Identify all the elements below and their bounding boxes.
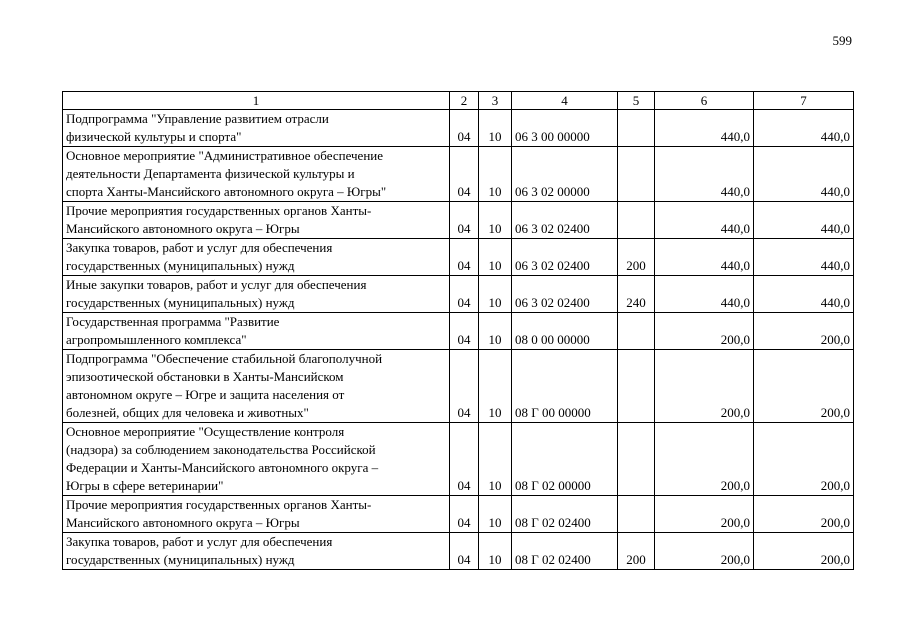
amount-cell: 200,0 — [655, 313, 754, 350]
subsection-cell: 10 — [479, 533, 512, 570]
section-cell: 04 — [450, 496, 479, 533]
col-header-1: 1 — [63, 92, 450, 110]
section-cell: 04 — [450, 350, 479, 423]
budget-table — [62, 91, 854, 570]
section-cell: 04 — [450, 202, 479, 239]
target-article-cell: 08 0 00 00000 — [512, 313, 618, 350]
col-header-5: 5 — [618, 92, 655, 110]
col-header-4: 4 — [512, 92, 618, 110]
amount-cell: 440,0 — [655, 276, 754, 313]
subsection-cell: 10 — [479, 313, 512, 350]
row-name-cell: Иные закупки товаров, работ и услуг для обеспечения государственных (муниципальных) нужд — [63, 276, 450, 313]
amount-cell: 440,0 — [754, 147, 854, 202]
amount-cell: 200,0 — [754, 313, 854, 350]
col-header-3: 3 — [479, 92, 512, 110]
section-cell: 04 — [450, 110, 479, 147]
target-article-cell: 06 3 02 02400 — [512, 239, 618, 276]
expense-type-cell — [618, 110, 655, 147]
row-name-cell: Подпрограмма "Управление развитием отрасли физической культуры и спорта" — [63, 110, 450, 147]
col-header-2: 2 — [450, 92, 479, 110]
amount-cell: 440,0 — [754, 202, 854, 239]
row-name-cell: Основное мероприятие "Осуществление контроля (надзора) за соблюдением законодательства Российской Федерации и Ханты-Мансийского автономного округа – Югры в сфере ветеринарии" — [63, 423, 450, 496]
expense-type-cell: 200 — [618, 239, 655, 276]
amount-cell: 440,0 — [655, 239, 754, 276]
subsection-cell: 10 — [479, 276, 512, 313]
amount-cell: 200,0 — [754, 533, 854, 570]
target-article-cell: 08 Г 00 00000 — [512, 350, 618, 423]
page-number: 599 — [832, 33, 852, 48]
col-header-7: 7 — [754, 92, 854, 110]
amount-cell: 440,0 — [754, 239, 854, 276]
amount-cell: 440,0 — [754, 276, 854, 313]
table-row — [63, 110, 854, 147]
amount-cell: 440,0 — [655, 147, 754, 202]
target-article-cell: 08 Г 02 00000 — [512, 423, 618, 496]
target-article-cell: 06 3 02 02400 — [512, 276, 618, 313]
amount-cell: 200,0 — [754, 496, 854, 533]
table-body — [63, 110, 854, 570]
col-header-6: 6 — [655, 92, 754, 110]
target-article-cell: 06 3 00 00000 — [512, 110, 618, 147]
amount-cell: 200,0 — [655, 496, 754, 533]
row-name-cell: Прочие мероприятия государственных органов Ханты- Мансийского автономного округа – Югры — [63, 496, 450, 533]
section-cell: 04 — [450, 147, 479, 202]
table-row — [63, 147, 854, 202]
table-row — [63, 423, 854, 496]
expense-type-cell — [618, 423, 655, 496]
subsection-cell: 10 — [479, 110, 512, 147]
header-row — [63, 92, 854, 110]
target-article-cell: 06 3 02 00000 — [512, 147, 618, 202]
amount-cell: 200,0 — [655, 533, 754, 570]
amount-cell: 440,0 — [655, 202, 754, 239]
target-article-cell: 08 Г 02 02400 — [512, 496, 618, 533]
table-row — [63, 202, 854, 239]
row-name-cell: Закупка товаров, работ и услуг для обеспечения государственных (муниципальных) нужд — [63, 239, 450, 276]
target-article-cell: 06 3 02 02400 — [512, 202, 618, 239]
expense-type-cell: 240 — [618, 276, 655, 313]
amount-cell: 440,0 — [655, 110, 754, 147]
target-article-cell: 08 Г 02 02400 — [512, 533, 618, 570]
amount-cell: 200,0 — [754, 350, 854, 423]
table-row — [63, 350, 854, 423]
table-row — [63, 239, 854, 276]
amount-cell: 200,0 — [754, 423, 854, 496]
expense-type-cell — [618, 147, 655, 202]
row-name-cell: Прочие мероприятия государственных органов Ханты- Мансийского автономного округа – Югры — [63, 202, 450, 239]
expense-type-cell — [618, 496, 655, 533]
row-name-cell: Закупка товаров, работ и услуг для обеспечения государственных (муниципальных) нужд — [63, 533, 450, 570]
amount-cell: 440,0 — [754, 110, 854, 147]
subsection-cell: 10 — [479, 147, 512, 202]
row-name-cell: Государственная программа "Развитие агропромышленного комплекса" — [63, 313, 450, 350]
section-cell: 04 — [450, 313, 479, 350]
expense-type-cell — [618, 313, 655, 350]
expense-type-cell — [618, 350, 655, 423]
expense-type-cell — [618, 202, 655, 239]
row-name-cell: Подпрограмма "Обеспечение стабильной благополучной эпизоотической обстановки в Ханты-Мансийском автономном округе – Югре и защита населения от болезней, общих для человека и животных" — [63, 350, 450, 423]
table-row — [63, 276, 854, 313]
amount-cell: 200,0 — [655, 350, 754, 423]
subsection-cell: 10 — [479, 423, 512, 496]
subsection-cell: 10 — [479, 350, 512, 423]
row-name-cell: Основное мероприятие "Административное обеспечение деятельности Департамента физической культуры и спорта Ханты-Мансийского автономного округа – Югры" — [63, 147, 450, 202]
table-row — [63, 313, 854, 350]
subsection-cell: 10 — [479, 496, 512, 533]
table-row — [63, 496, 854, 533]
table-row — [63, 533, 854, 570]
subsection-cell: 10 — [479, 202, 512, 239]
subsection-cell: 10 — [479, 239, 512, 276]
amount-cell: 200,0 — [655, 423, 754, 496]
section-cell: 04 — [450, 239, 479, 276]
expense-type-cell: 200 — [618, 533, 655, 570]
section-cell: 04 — [450, 276, 479, 313]
section-cell: 04 — [450, 533, 479, 570]
section-cell: 04 — [450, 423, 479, 496]
